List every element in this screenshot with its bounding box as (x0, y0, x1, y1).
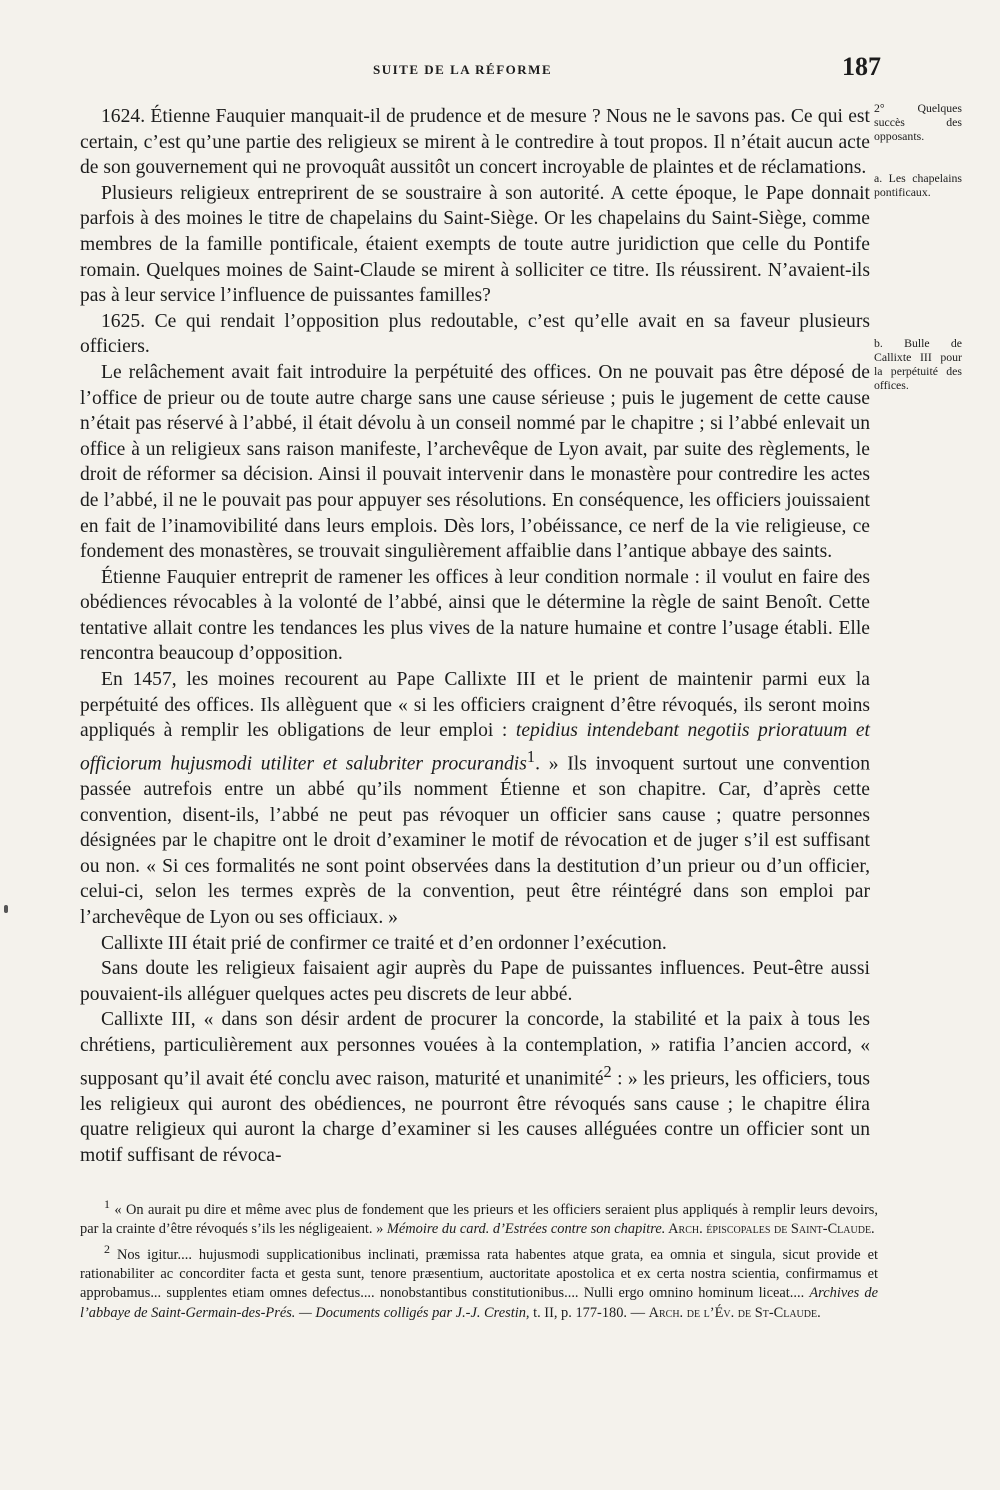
main-text (80, 104, 870, 1168)
footnote-ref-1[interactable]: 1 (526, 746, 536, 766)
ink-smudge (4, 905, 8, 913)
margin-note-chapelains: a. Les chapelains pontificaux. (874, 171, 962, 199)
footnote-1-archive: Arch. épiscopales de Saint-Claude. (665, 1221, 875, 1238)
footnote-1-source: Mémoire du card. d’Estrées contre son chapitre. (386, 1221, 666, 1238)
paragraph-1624: 1624. Étienne Fauquier manquait-il de prudence et de mesure ? Nous ne le savons pas. Ce qui est certain, c’est qu’une partie des religieux se mirent à le contredire à tout propos. Il n’était aucun acte de son gouvernement qui ne provoquât aussitôt un concert incroyable de plaintes et de réclamations. (80, 106, 870, 179)
footnote-1-number: 1 (104, 1197, 110, 1211)
footnotes (80, 1195, 878, 1323)
paragraph-ratification-end: : » les prieurs, les officiers, tous les religieux qui auront des obédiences, ne pourront être révoqués sans cause ; le chapitre élira quatre religieux qui auront la charge d’examiner si les causes alléguées contre un officier sont un motif suffisant de révoca- (80, 1068, 870, 1166)
footnote-2-number: 2 (104, 1241, 110, 1256)
margin-note-opposants: 2° Quelques succès des opposants. (874, 101, 962, 143)
footnote-2-text: Nos igitur.... hujusmodi supplicationibus inclinati, præmissa rata habentes atque grata, ea omnia et singula, sicut provide et rationabiliter ac concorditer facta et gesta sunt, tenore præsentium, auctoritate apostolica et ex certa nostra scientia, confirmamus et approbamus... supplentes etiam omnes defectus.... nonobstantibus constitutionibus.... Nulli ergo omnino hominum liceat.... (80, 1246, 878, 1302)
paragraph-1457-end: . » Ils invoquent surtout une convention passée autrefois entre un abbé qu’ils nomment Étienne et son chapitre. Car, d’après cette convention, disent-ils, l’abbé ne peut pas révoquer un officier sans cause ; quatre personnes désignées par le chapitre ont le droit d’examiner le motif de révocation et de juger s’il est suffisant ou non. « Si ces formalités ne sont point observées dans la destitution d’un prieur ou d’un officier, celui-ci, selon les termes exprès de la convention, peut être réintégré dans son emploi par l’archevêque de Lyon ou ses officiaux. » (80, 753, 871, 928)
paragraph-confirmation: Callixte III était prié de confirmer ce traité et d’en ordonner l’exécution. (101, 932, 667, 954)
margin-note-bulle-callixte: b. Bulle de Callixte III pour la perpétuité des offices. (874, 336, 962, 392)
footnote-1-text: « On aurait pu dire et même avec plus de fondement que les prieurs et les officiers seraient plus appliqués à remplir leurs devoirs, par la crainte d’être révoqués s’ils les négligeaient. » (80, 1201, 878, 1238)
footnote-2 (80, 1240, 878, 1323)
paragraph-fauquier-reforme: Étienne Fauquier entreprit de ramener les offices à leur condition normale : il voulut en faire des obédiences révocables à la volonté de l’abbé, ainsi que le détermine la règle de saint Benoît. Cette tentative allait contre les tendances les plus vives de la nature humaine et contre l’usage établi. Elle rencontra beaucoup d’opposition. (80, 566, 870, 665)
footnote-2-volume: t. II, p. 177-180. — (529, 1304, 649, 1321)
footnote-1 (80, 1195, 878, 1240)
paragraph-1457 (80, 667, 870, 930)
running-title: SUITE DE LA RÉFORME (373, 62, 553, 77)
footnote-ref-2[interactable]: 2 (603, 1061, 612, 1081)
paragraph-chapelains: Plusieurs religieux entreprirent de se soustraire à son autorité. A cette époque, le Pape donnait parfois à des moines le titre de chapelains du Saint-Siège. Or les chapelains du Saint-Siège, comme membres de la famille pontificale, étaient exempts de toute autre juridiction que celle du Pontife romain. Quelques moines de Saint-Claude se mirent à solliciter ce titre. Ils réussirent. N’avaient-ils pas à leur service l’influence de puissantes familles? (80, 182, 870, 307)
paragraph-ratification-start: Callixte III, « dans son désir ardent de procurer la concorde, la stabilité et la paix à tous les chrétiens, particulièrement aux personnes vouées à la contemplation, » ratifia l’ancien accord, « supposant qu’il avait été conclu avec raison, maturité et unanimité (80, 1009, 870, 1090)
paragraph-influences: Sans doute les religieux faisaient agir auprès du Pape de puissantes influences. Peut-être aussi pouvaient-ils alléguer quelques actes peu discrets de leur abbé. (80, 958, 870, 1005)
latin-quote: tepidius intendebant negotiis prioratuum et officiorum hujusmodi utiliter et salubriter procurandis (80, 720, 870, 775)
page-number: 187 (842, 52, 881, 81)
paragraph-perpetuite: Le relâchement avait fait introduire la perpétuité des offices. On ne pouvait pas être déposé de l’office de prieur ou de toute autre charge sans une cause sérieuse ; puis le jugement de cette cause n’était pas réservé à l’abbé, il était dévolu à un conseil nommé par le chapitre ; si l’abbé enlevait un office à un religieux sans raison manifeste, l’archevêque de Lyon avait, par suite des règlements, le droit de réformer sa décision. Ainsi il pouvait intervenir dans le monastère pour contredire les actes de l’abbé, il ne le pouvait pas pour appuyer ses résolutions. En conséquence, les officiers jouissaient en fait de l’inamovibilité dans leurs emplois. Dès lors, l’obéissance, ce nerf de la vie religieuse, ce fondement des monastères, se trouvait singulièrement affaiblie dans l’antique abbaye des saints. (80, 361, 870, 563)
paragraph-ratification (80, 1007, 870, 1168)
footnote-2-source: Archives de l’abbaye de Saint-Germain-des-Prés. — Documents colligés par J.-J. Crestin, (80, 1285, 878, 1321)
paragraph-1625: 1625. Ce qui rendait l’opposition plus redoutable, c’est qu’elle avait en sa faveur plusieurs officiers. (80, 310, 870, 358)
paragraph-1457-start: En 1457, les moines recourent au Pape Callixte III et le prient de maintenir parmi eux la perpétuité des offices. Ils allèguent que « si les officiers craignent d’être révoqués, ils seront moins appliqués à remplir les obligations de leur emploi : (80, 669, 870, 742)
footnote-2-archive: Arch. de l’Év. de St-Claude. (648, 1304, 821, 1321)
